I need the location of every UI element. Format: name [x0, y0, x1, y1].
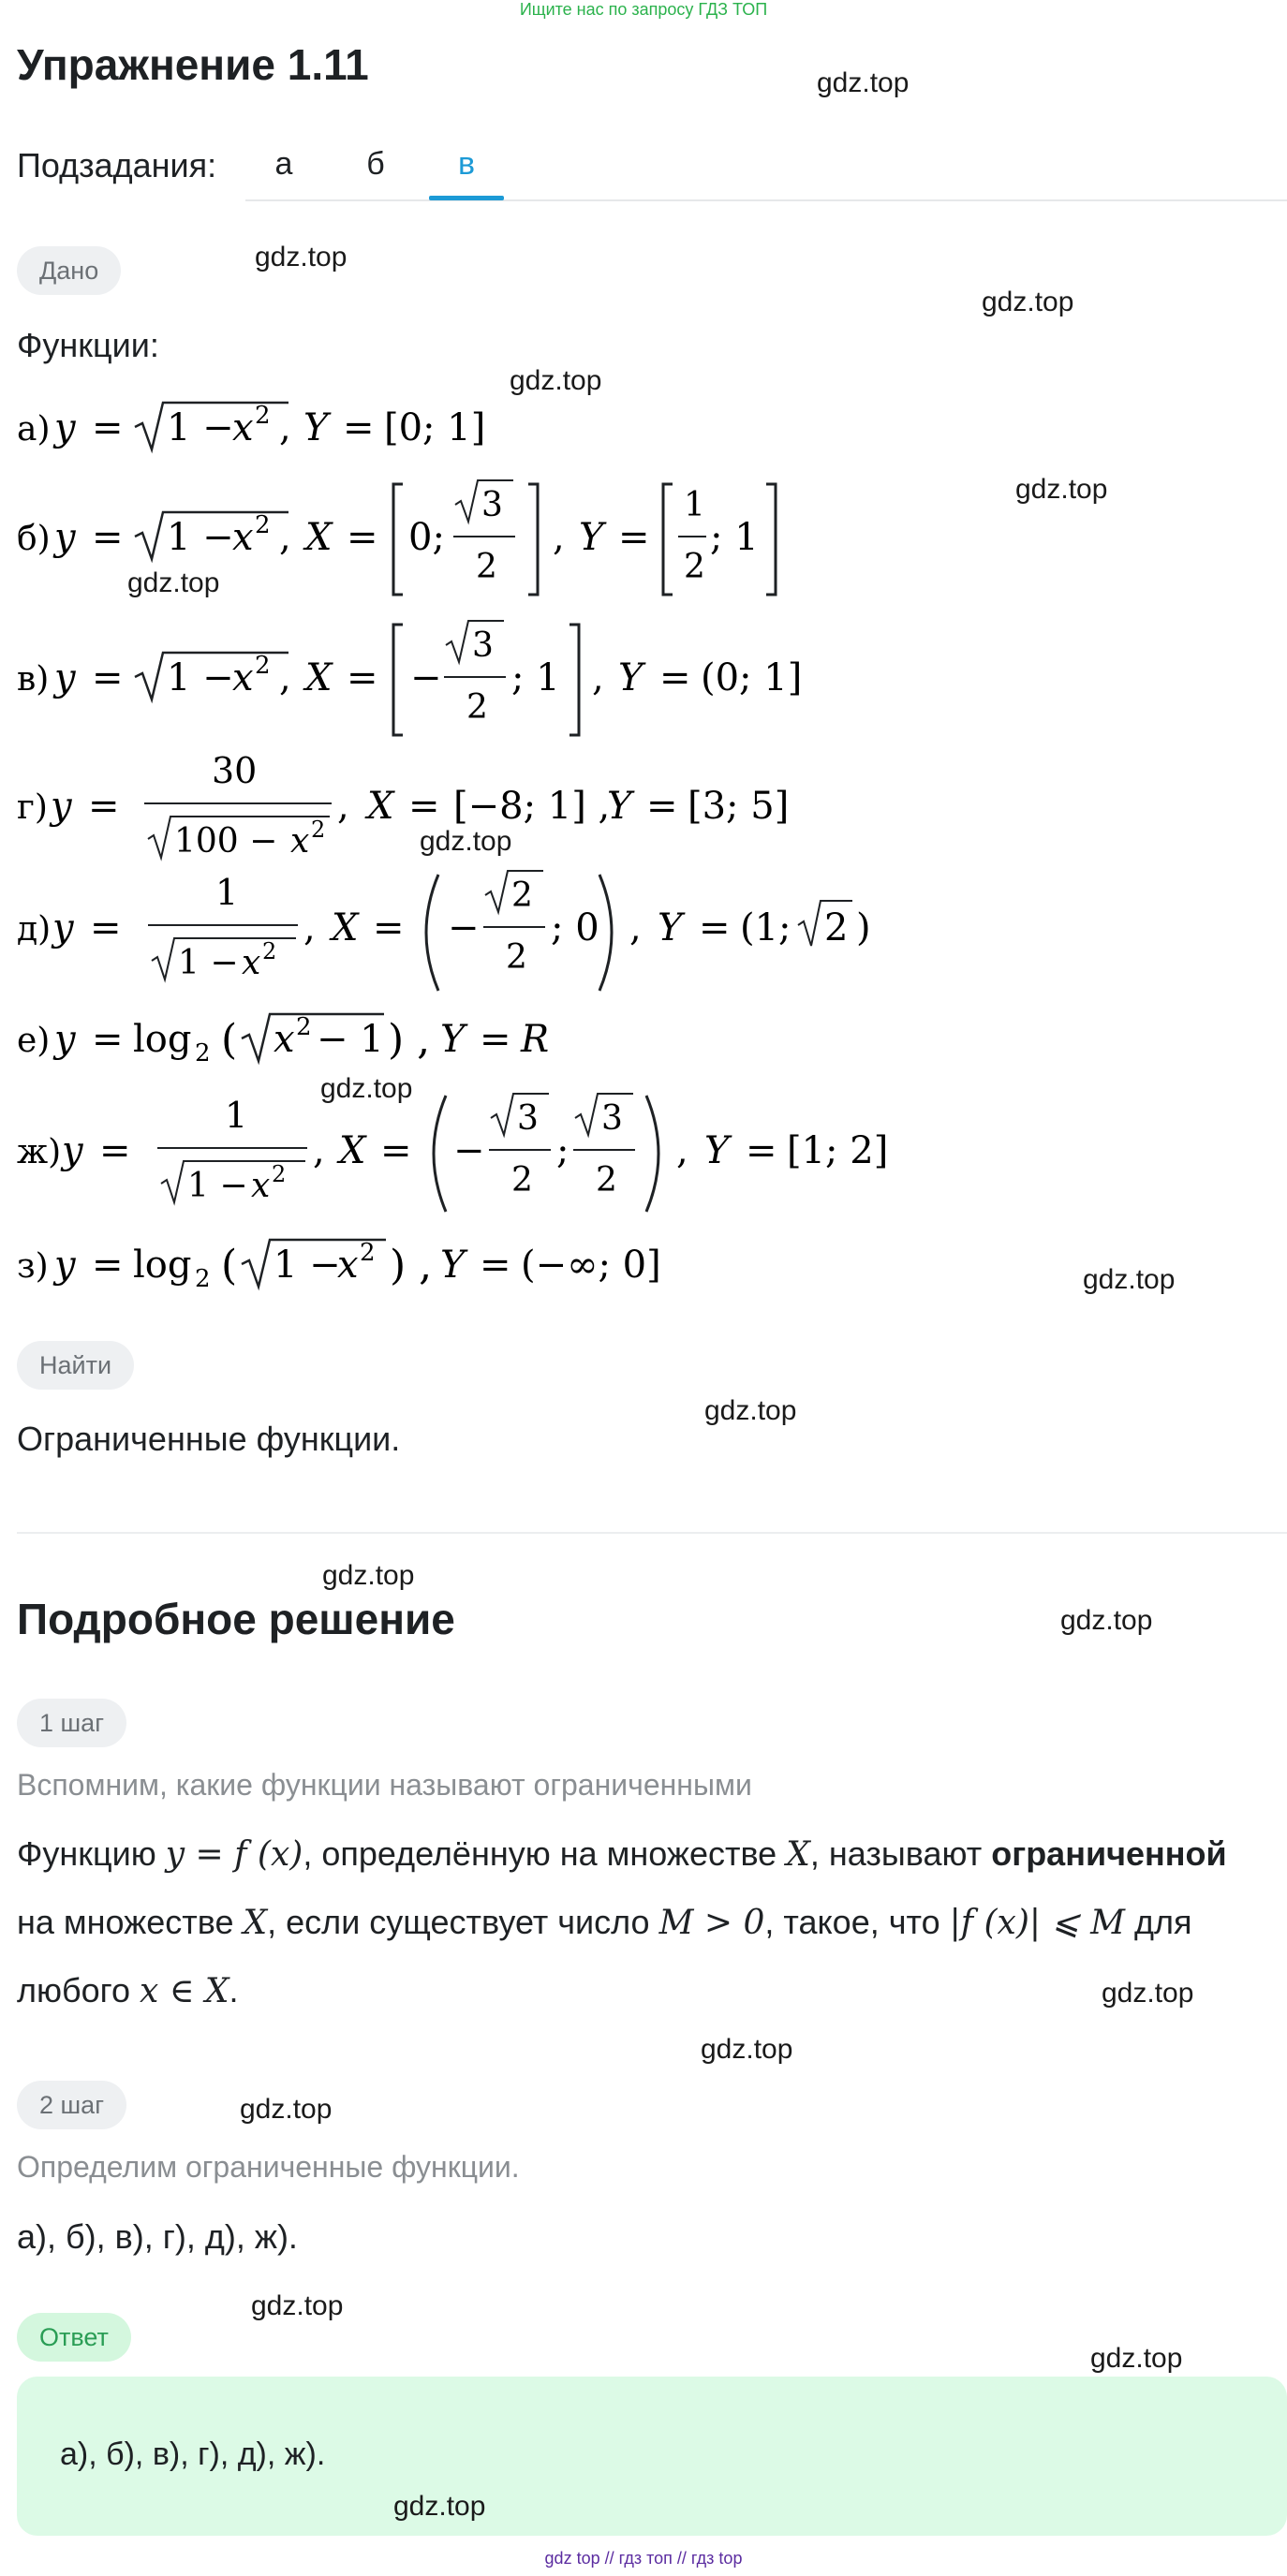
- svg-text:1: 1: [684, 486, 705, 524]
- formula-a-svg: [17, 395, 541, 461]
- svg-text:X: X: [305, 656, 333, 699]
- def-math-6: x ∈ X: [140, 1972, 229, 2010]
- svg-text:,: ,: [592, 656, 604, 699]
- formula-a: [17, 395, 541, 470]
- def-text-9: .: [229, 1971, 239, 2009]
- given-badge: Дано: [17, 246, 121, 295]
- svg-text:y: y: [54, 656, 76, 699]
- def-math-4: M > 0: [658, 1904, 765, 1942]
- svg-text:2: 2: [511, 876, 533, 915]
- svg-text:=: =: [90, 906, 122, 949]
- svg-text:,: ,: [553, 516, 565, 559]
- formula-d: [17, 867, 916, 1008]
- svg-text:): ): [856, 906, 871, 949]
- svg-text:log: log: [133, 1244, 192, 1287]
- search-banner: Ищите нас по запросу ГДЗ ТОП: [519, 0, 768, 19]
- svg-text:2: 2: [506, 938, 527, 977]
- formula-e-svg: [17, 1007, 616, 1072]
- svg-text:3: 3: [481, 486, 503, 524]
- svg-text:2: 2: [255, 402, 271, 430]
- svg-text:; 0: ; 0: [551, 906, 599, 949]
- functions-heading: Функции:: [17, 326, 159, 364]
- formula-v-svg: [17, 613, 822, 744]
- svg-text:100 −: 100 −: [174, 822, 278, 861]
- svg-text:=: =: [92, 516, 124, 559]
- svg-text:2: 2: [596, 1161, 617, 1200]
- tab-a[interactable]: а: [274, 146, 293, 182]
- svg-text:1 −: 1 −: [167, 516, 234, 559]
- page-title: Упражнение 1.11: [17, 40, 369, 89]
- formula-z-svg: [17, 1232, 691, 1298]
- svg-text:[3; 5]: [3; 5]: [688, 785, 790, 828]
- def-text-3: , называют: [809, 1834, 983, 1873]
- step1-badge: 1 шаг: [17, 1699, 126, 1747]
- tab-b[interactable]: б: [366, 146, 385, 182]
- formula-v-label: в): [17, 660, 50, 699]
- svg-text:=: =: [380, 1129, 412, 1172]
- svg-text:=: =: [92, 406, 124, 449]
- svg-text:X: X: [339, 1129, 366, 1172]
- def-math-1: y = f (x): [165, 1835, 303, 1874]
- svg-text:Y: Y: [440, 1018, 466, 1061]
- tab-v[interactable]: в: [457, 146, 476, 182]
- svg-text:[1; 2]: [1; 2]: [787, 1129, 889, 1172]
- watermark: gdz.top: [320, 1073, 413, 1104]
- svg-text:x: x: [232, 516, 254, 559]
- svg-text:y: y: [54, 1018, 76, 1061]
- svg-text:3: 3: [601, 1099, 623, 1138]
- formula-z: [17, 1232, 691, 1307]
- svg-text:,: ,: [303, 906, 316, 949]
- svg-text:[0; 1]: [0; 1]: [384, 406, 486, 449]
- svg-text:=: =: [746, 1129, 777, 1172]
- subtasks-label: Подзадания:: [17, 146, 217, 184]
- watermark: gdz.top: [701, 2034, 793, 2065]
- svg-text:=: =: [659, 656, 691, 699]
- def-text-6: , такое, что: [764, 1903, 940, 1941]
- svg-text:2: 2: [311, 817, 326, 843]
- svg-text:X: X: [332, 906, 359, 949]
- svg-text:,: ,: [279, 406, 291, 449]
- svg-text:x: x: [232, 656, 254, 699]
- def-math-5: |f (x)| ⩽ M: [949, 1904, 1125, 1942]
- svg-text:Y: Y: [704, 1129, 730, 1172]
- svg-text:,: ,: [676, 1129, 688, 1172]
- formula-z-label: з): [17, 1247, 49, 1286]
- def-text-1: Функцию: [17, 1834, 156, 1873]
- footer-links: gdz top // гдз топ // гдз top: [544, 2549, 743, 2568]
- svg-text:=: =: [92, 1244, 124, 1287]
- find-badge: Найти: [17, 1341, 134, 1390]
- watermark: gdz.top: [420, 826, 512, 857]
- formula-b-label: б): [17, 520, 51, 558]
- svg-text:−: −: [448, 906, 480, 949]
- svg-text:=: =: [480, 1018, 511, 1061]
- def-text-8: любого: [17, 1971, 131, 2009]
- svg-text:,: ,: [279, 516, 291, 559]
- watermark: gdz.top: [240, 2094, 333, 2125]
- answer-badge: Ответ: [17, 2313, 131, 2362]
- svg-text:y: y: [54, 1244, 76, 1287]
- svg-text:=: =: [347, 656, 378, 699]
- svg-text:y: y: [54, 406, 76, 449]
- svg-text:=: =: [88, 785, 120, 828]
- step2-text: а), б), в), г), д), ж).: [17, 2217, 298, 2256]
- formula-zh-svg: [17, 1086, 916, 1217]
- svg-text:(: (: [221, 1016, 238, 1064]
- svg-text:=: =: [646, 785, 678, 828]
- svg-text:y: y: [62, 1129, 83, 1172]
- svg-text:(−∞; 0]: (−∞; 0]: [521, 1244, 661, 1287]
- svg-text:1: 1: [225, 1095, 248, 1136]
- svg-text:1 −: 1 −: [187, 1167, 248, 1205]
- section-divider: [17, 1532, 1287, 1534]
- answer-text: а), б), в), г), д), ж).: [60, 2436, 326, 2472]
- formula-e-label: е): [17, 1022, 51, 1060]
- tabs-divider: [245, 199, 1287, 201]
- solution-heading: Подробное решение: [17, 1595, 455, 1643]
- svg-text:x: x: [274, 1018, 295, 1061]
- svg-text:Y: Y: [303, 406, 329, 449]
- svg-text:− 1: − 1: [317, 1018, 384, 1061]
- step1-definition: [17, 1820, 1272, 2025]
- svg-text:=: =: [618, 516, 650, 559]
- svg-text:2: 2: [262, 938, 277, 964]
- watermark: gdz.top: [127, 567, 220, 598]
- svg-text:2: 2: [511, 1161, 533, 1200]
- formula-d-svg: [17, 867, 916, 998]
- svg-text:1 −: 1 −: [274, 1244, 341, 1287]
- svg-text:; 1: ; 1: [511, 656, 560, 699]
- def-text-2: , определённую на множестве: [303, 1834, 777, 1873]
- watermark: gdz.top: [1090, 2343, 1183, 2374]
- def-text-4: на множестве: [17, 1903, 234, 1941]
- active-tab-indicator: [429, 196, 504, 200]
- svg-text:(1;: (1;: [740, 906, 791, 949]
- def-text-7: для: [1133, 1903, 1192, 1941]
- svg-text:R: R: [521, 1018, 550, 1061]
- svg-text:2: 2: [296, 1013, 312, 1041]
- svg-text:Y: Y: [440, 1244, 466, 1287]
- svg-text:30: 30: [212, 750, 258, 791]
- watermark: gdz.top: [251, 2290, 344, 2321]
- svg-text:,: ,: [629, 906, 642, 949]
- svg-text:−: −: [410, 656, 442, 699]
- svg-text:[−8; 1] ,: [−8; 1] ,: [453, 785, 611, 828]
- svg-text:=: =: [699, 906, 731, 949]
- watermark: gdz.top: [817, 67, 910, 98]
- def-math-3: X: [243, 1904, 268, 1942]
- watermark: gdz.top: [982, 287, 1074, 317]
- watermark: gdz.top: [1015, 474, 1108, 505]
- svg-text:−: −: [453, 1129, 485, 1172]
- svg-text:=: =: [343, 406, 375, 449]
- step1-subtitle: Вспомним, какие функции называют ограниченными: [17, 1768, 752, 1802]
- svg-text:=: =: [373, 906, 405, 949]
- def-text-5: , если существует число: [267, 1903, 650, 1941]
- svg-text:=: =: [347, 516, 378, 559]
- formula-d-label: д): [17, 910, 52, 949]
- svg-text:2: 2: [195, 1039, 211, 1067]
- svg-text:2: 2: [684, 548, 705, 586]
- svg-text:x: x: [290, 822, 310, 861]
- svg-text:,: ,: [337, 785, 349, 828]
- svg-text:x: x: [232, 406, 254, 449]
- watermark: gdz.top: [1083, 1264, 1176, 1295]
- svg-text:X: X: [367, 785, 394, 828]
- svg-text:2: 2: [195, 1265, 211, 1293]
- svg-text:=: =: [480, 1244, 511, 1287]
- svg-text:Y: Y: [658, 906, 683, 949]
- svg-text:X: X: [305, 516, 333, 559]
- svg-text:Y: Y: [607, 785, 632, 828]
- find-text: Ограниченные функции.: [17, 1420, 401, 1458]
- svg-text:Y: Y: [618, 656, 644, 699]
- svg-text:2: 2: [272, 1161, 287, 1187]
- svg-text:=: =: [99, 1129, 131, 1172]
- svg-text:,: ,: [313, 1129, 325, 1172]
- formula-zh: [17, 1086, 916, 1227]
- svg-text:,: ,: [279, 656, 291, 699]
- svg-text:y: y: [54, 516, 76, 559]
- svg-text:x: x: [337, 1244, 359, 1287]
- formula-zh-label: ж): [17, 1133, 62, 1171]
- svg-text:y: y: [51, 785, 72, 828]
- svg-text:=: =: [92, 656, 124, 699]
- svg-text:x: x: [242, 944, 261, 982]
- formula-a-label: а): [17, 410, 51, 449]
- svg-text:=: =: [408, 785, 440, 828]
- svg-text:=: =: [92, 1018, 124, 1061]
- svg-text:;: ;: [556, 1129, 570, 1172]
- svg-text:x: x: [251, 1167, 271, 1205]
- watermark: gdz.top: [510, 365, 602, 396]
- svg-text:2: 2: [360, 1239, 376, 1267]
- svg-text:0;: 0;: [408, 516, 445, 559]
- svg-text:log: log: [133, 1018, 192, 1061]
- svg-text:3: 3: [517, 1099, 539, 1138]
- watermark: gdz.top: [1102, 1978, 1194, 2009]
- svg-text:2: 2: [255, 652, 271, 680]
- svg-text:2: 2: [255, 511, 271, 539]
- svg-text:2: 2: [824, 906, 849, 949]
- step2-subtitle: Определим ограниченные функции.: [17, 2150, 520, 2184]
- formula-e: [17, 1007, 616, 1082]
- svg-text:1: 1: [215, 872, 239, 913]
- formula-g-label: г): [17, 788, 48, 827]
- svg-text:1 −: 1 −: [178, 944, 239, 982]
- watermark: gdz.top: [393, 2491, 486, 2522]
- svg-text:) ,: ) ,: [388, 1016, 431, 1064]
- svg-text:(0; 1]: (0; 1]: [701, 656, 803, 699]
- svg-text:2: 2: [476, 548, 497, 586]
- watermark: gdz.top: [322, 1560, 415, 1591]
- svg-text:2: 2: [466, 688, 488, 727]
- def-bold: ограниченной: [991, 1834, 1227, 1873]
- watermark: gdz.top: [255, 242, 348, 272]
- svg-text:1 −: 1 −: [167, 406, 234, 449]
- svg-text:y: y: [52, 906, 74, 949]
- svg-text:; 1: ; 1: [710, 516, 759, 559]
- svg-text:1 −: 1 −: [167, 656, 234, 699]
- step2-badge: 2 шаг: [17, 2081, 126, 2129]
- watermark: gdz.top: [1060, 1605, 1153, 1636]
- svg-text:3: 3: [472, 626, 494, 665]
- watermark: gdz.top: [704, 1395, 797, 1426]
- svg-text:) ,: ) ,: [390, 1242, 433, 1289]
- svg-text:Y: Y: [579, 516, 604, 559]
- def-math-2: X: [786, 1835, 810, 1874]
- svg-text:(: (: [221, 1242, 238, 1289]
- formula-v: [17, 613, 822, 754]
